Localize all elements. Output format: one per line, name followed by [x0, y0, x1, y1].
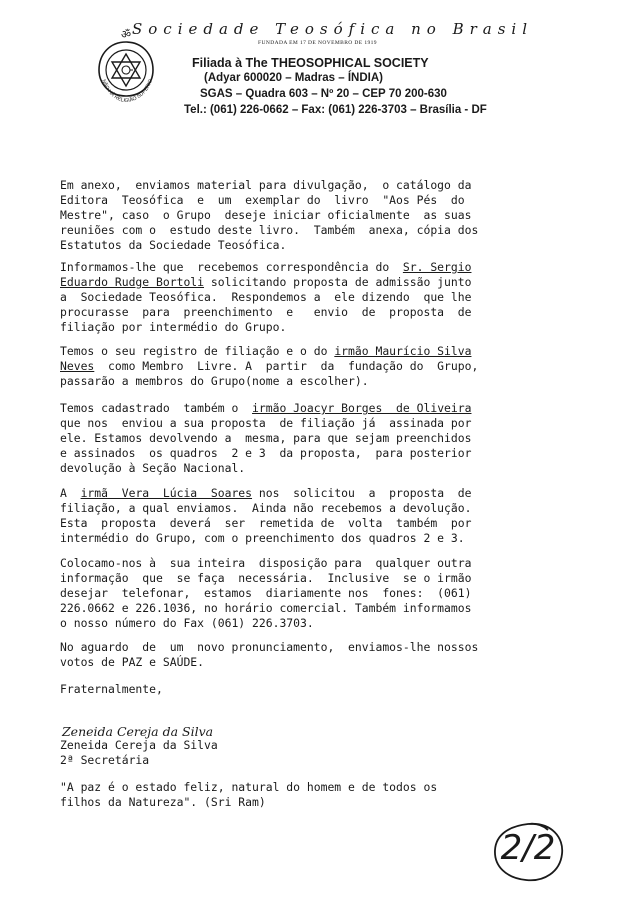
- handwritten-signature: Zeneida Cereja da Silva: [62, 724, 214, 739]
- page-number: 2/2: [500, 828, 556, 868]
- text-line: devolução à Seção Nacional.: [60, 461, 246, 475]
- text-segment: A: [60, 486, 81, 500]
- text-line: que nos enviou a sua proposta de filiação já assinada por: [60, 416, 472, 430]
- text-segment: Informamos-lhe que recebemos correspondência do: [60, 260, 403, 274]
- text-segment: nos solicitou a proposta de: [252, 486, 472, 500]
- underlined-name: Sr. Sergio: [402, 260, 472, 274]
- seal-motto: NÃO HÁ RELIGIÃO SUPERIO: [100, 78, 154, 105]
- society-title: Sociedade Teosófica no Brasil: [132, 20, 533, 38]
- text-segment: Temos o seu registro de filiação e o do: [60, 344, 335, 358]
- founded-date: FUNDADA EM 17 DE NOVEMBRO DE 1919: [258, 40, 377, 46]
- paragraph-membership-record: [60, 344, 580, 389]
- text-line: Estatutos da Sociedade Teosófica.: [60, 238, 287, 252]
- signer-title: 2ª Secretária: [60, 753, 150, 767]
- text-line: informação que se faça necessária. Inclusive se o irmão: [60, 571, 472, 585]
- text-line: o nosso número do Fax (061) 226.3703.: [60, 616, 314, 630]
- theosophical-seal-logo: [90, 28, 162, 108]
- paragraph-regards: [60, 640, 580, 670]
- text-line: "A paz é o estado feliz, natural do homem e de todos os: [60, 780, 438, 794]
- affiliation-line: Filiada à The THEOSOPHICAL SOCIETY: [192, 56, 429, 70]
- underlined-name: irmão Joacyr Borges de Oliveira: [252, 401, 472, 415]
- text-line: procurasse para preenchimento e envio de proposta de: [60, 305, 472, 319]
- paragraph-contact-info: [60, 556, 580, 631]
- underlined-name: Neves: [60, 359, 95, 373]
- signer-block: [60, 738, 580, 768]
- signer-name: Zeneida Cereja da Silva: [60, 738, 218, 752]
- text-line: filiação, a qual enviamos. Ainda não recebemos a devolução.: [60, 501, 472, 515]
- text-line: reuniões com o estudo deste livro. Também anexa, cópia dos: [60, 223, 479, 237]
- text-line: e assinados os quadros 2 e 3 da proposta, para posterior: [60, 446, 472, 460]
- headquarters-address: (Adyar 600020 – Madras – ÍNDIA): [204, 72, 383, 84]
- text-line: Mestre", caso o Grupo deseje iniciar oficialmente as suas: [60, 208, 472, 222]
- underlined-name: irmão Maurício Silva: [334, 344, 472, 358]
- underlined-name: irmã Vera Lúcia Soares: [80, 486, 253, 500]
- paragraph-materials: [60, 178, 580, 253]
- closing: [60, 682, 580, 697]
- text-line: filhos da Natureza". (Sri Ram): [60, 795, 266, 809]
- text-line: filiação por intermédio do Grupo.: [60, 320, 287, 334]
- street-address: SGAS – Quadra 603 – Nº 20 – CEP 70 200-630: [200, 88, 447, 100]
- text-line: Esta proposta deverá ser remetida de volta também por: [60, 516, 472, 530]
- text-segment: solicitando proposta de admissão junto: [204, 275, 472, 289]
- text-line: votos de PAZ e SAÚDE.: [60, 655, 205, 669]
- text-line: Fraternalmente,: [60, 682, 163, 696]
- text-line: intermédio do Grupo, com o preenchimento dos quadros 2 e 3.: [60, 531, 465, 545]
- text-line: No aguardo de um novo pronunciamento, enviamos-lhe nossos: [60, 640, 479, 654]
- om-symbol: ॐ: [120, 28, 132, 41]
- text-segment: como Membro Livre. A partir da fundação do Grupo,: [94, 359, 479, 373]
- text-line: Em anexo, enviamos material para divulgação, o catálogo da: [60, 178, 472, 192]
- paragraph-proposal: [60, 486, 580, 546]
- text-line: Editora Teosófica e um exemplar do livro "Aos Pés do: [60, 193, 465, 207]
- paragraph-admission-request: [60, 260, 580, 335]
- text-line: desejar telefonar, estamos diariamente nos fones: (061): [60, 586, 472, 600]
- underlined-name: Eduardo Rudge Bortoli: [60, 275, 205, 289]
- quote: [60, 780, 580, 810]
- text-line: Colocamo-nos à sua inteira disposição para qualquer outra: [60, 556, 472, 570]
- text-line: a Sociedade Teosófica. Respondemos a ele dizendo que lhe: [60, 290, 472, 304]
- text-segment: Temos cadastrado também o: [60, 401, 253, 415]
- text-line: 226.0662 e 226.1036, no horário comercial. Também informamos: [60, 601, 472, 615]
- text-line: ele. Estamos devolvendo a mesma, para que sejam preenchidos: [60, 431, 472, 445]
- text-line: passarão a membros do Grupo(nome a escolher).: [60, 374, 369, 388]
- phone-fax-line: Tel.: (061) 226-0662 – Fax: (061) 226-3703 – Brasília - DF: [184, 104, 487, 116]
- paragraph-registration: [60, 401, 580, 476]
